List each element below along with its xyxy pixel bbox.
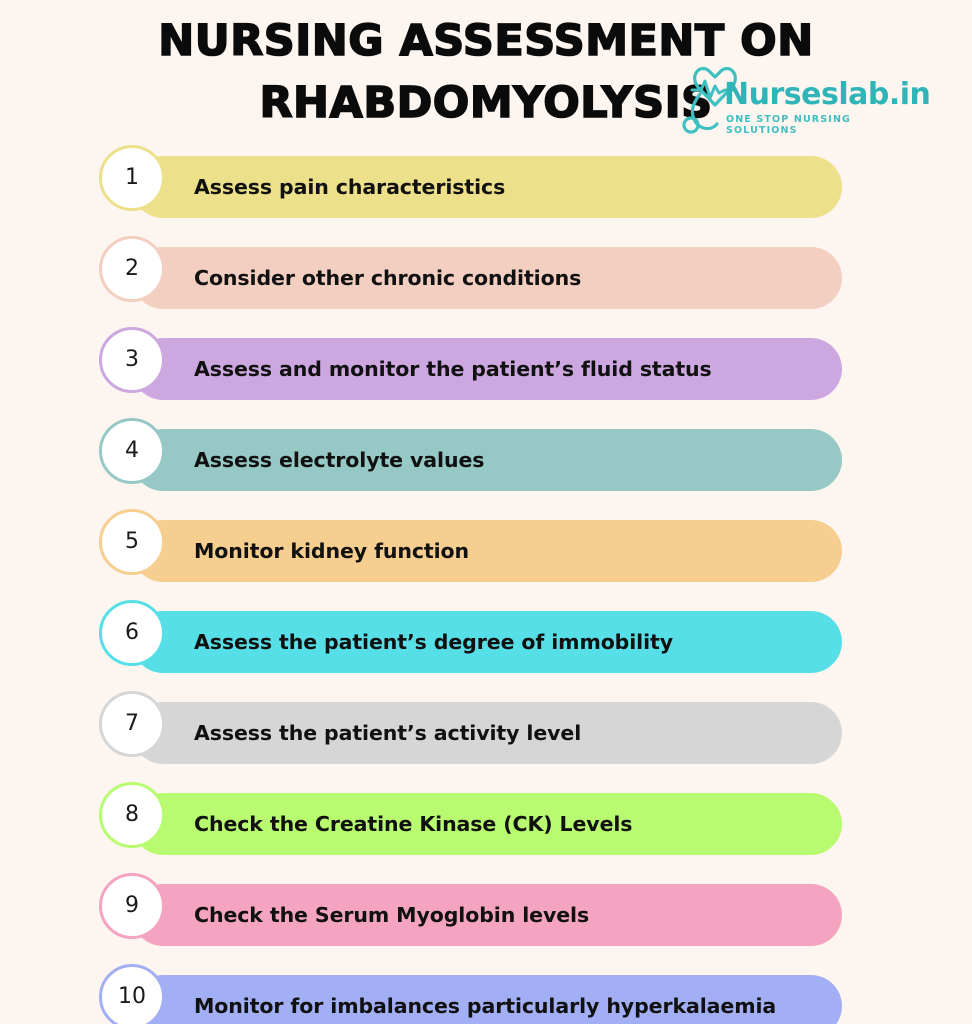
- header: [0, 0, 972, 145]
- step-number: 8: [125, 802, 139, 827]
- step-label: Monitor for imbalances particularly hyperkalaemia: [194, 994, 777, 1018]
- step-label: Monitor kidney function: [194, 539, 470, 563]
- logo-text: [724, 77, 931, 136]
- step-label: Assess the patient’s activity level: [194, 721, 582, 745]
- step-row: [99, 782, 972, 873]
- step-number: 9: [125, 893, 139, 918]
- step-row: [99, 145, 972, 236]
- step-row: [99, 327, 972, 418]
- step-number: 10: [118, 984, 146, 1009]
- step-label: Assess electrolyte values: [194, 448, 485, 472]
- logo-wordmark: Nurseslab.in: [724, 77, 931, 112]
- step-label: Assess pain characteristics: [194, 175, 506, 199]
- step-row: [99, 236, 972, 327]
- step-label: Check the Creatine Kinase (CK) Levels: [194, 812, 633, 836]
- step-number-badge: [99, 145, 165, 211]
- brand-logo: [676, 62, 931, 140]
- step-number: 2: [125, 256, 139, 281]
- step-number-badge: [99, 509, 165, 575]
- step-row: [99, 600, 972, 691]
- step-row: [99, 691, 972, 782]
- step-number-badge: [99, 236, 165, 302]
- step-number-badge: [99, 964, 165, 1024]
- step-row: [99, 873, 972, 964]
- step-number-badge: [99, 873, 165, 939]
- step-row: [99, 418, 972, 509]
- step-number: 7: [125, 711, 139, 736]
- step-number: 1: [125, 165, 139, 190]
- logo-tagline: ONE STOP NURSING SOLUTIONS: [726, 114, 851, 136]
- page-title: NURSING ASSESSMENT ON RHABDOMYOLYSIS: [158, 16, 814, 128]
- step-row: [99, 964, 972, 1024]
- step-number-badge: [99, 418, 165, 484]
- step-number: 3: [125, 347, 139, 372]
- step-number-badge: [99, 782, 165, 848]
- step-number: 6: [125, 620, 139, 645]
- step-number: 5: [125, 529, 139, 554]
- step-number: 4: [125, 438, 139, 463]
- step-number-badge: [99, 691, 165, 757]
- step-label: Assess and monitor the patient’s fluid status: [194, 357, 712, 381]
- step-label: Assess the patient’s degree of immobility: [194, 630, 674, 654]
- step-number-badge: [99, 327, 165, 393]
- step-row: [99, 509, 972, 600]
- step-label: Consider other chronic conditions: [194, 266, 582, 290]
- step-label: Check the Serum Myoglobin levels: [194, 903, 590, 927]
- step-number-badge: [99, 600, 165, 666]
- assessment-steps-list: [0, 145, 972, 1024]
